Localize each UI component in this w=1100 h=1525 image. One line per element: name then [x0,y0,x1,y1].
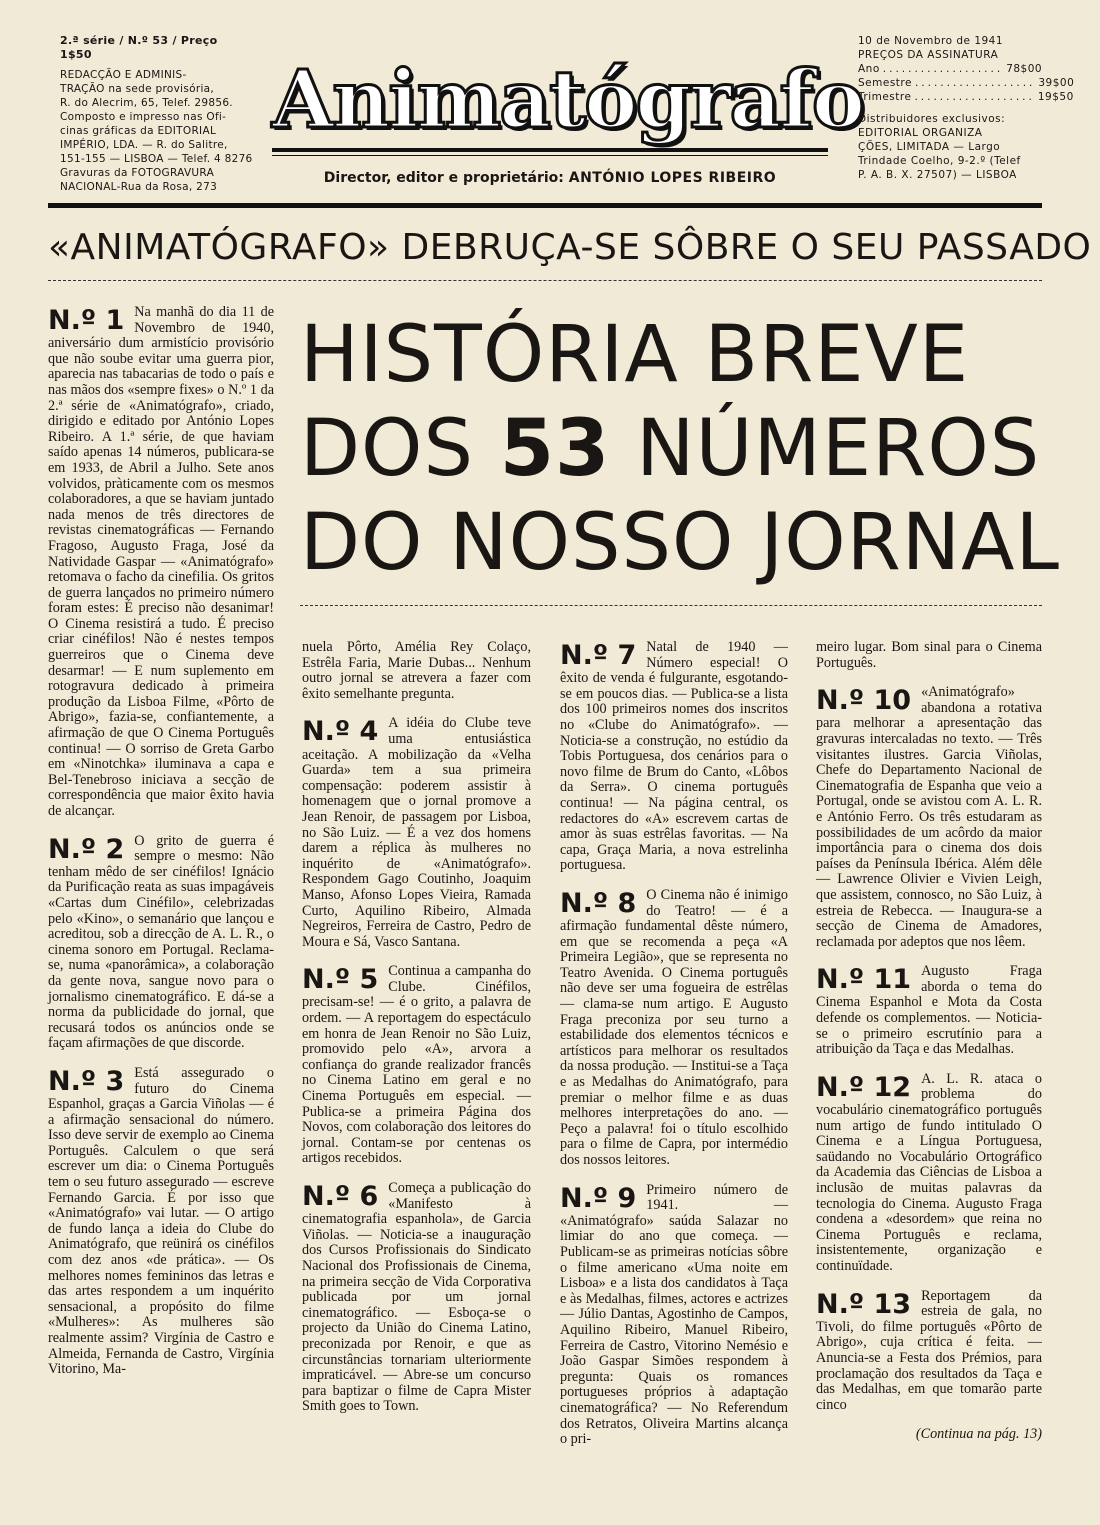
price-value: 39$00 [1038,77,1075,89]
director-label: Director, editor e proprietário: [323,170,564,186]
issue-number: N.º 3 [48,1065,125,1097]
issue-number: N.º 5 [302,964,379,996]
issue-text: meiro lugar. Bom sinal para o Cinema Português. [816,639,1042,671]
issue-number: N.º 1 [48,305,125,336]
issue-number: N.º 4 [302,716,379,748]
price-label: Ano [858,63,880,75]
admin-line: REDACÇÃO E ADMINIS- [60,69,187,81]
masthead [272,52,864,152]
headline-divider [300,605,1042,606]
admin-line: IMPÉRIO, LDA. — R. do Salitre, [60,139,228,151]
issue-text: Reportagem da estreia de gala, no Tivoli, do filme português «Pôrto de Abrigo», cuja crítica é feita. — Anuncia-se a Festa dos Prémios, para proclamação dos resultados da Taça e das Medalhas, em que tomarão parte cinco [816,1287,1042,1413]
issue-text: Continua a campanha do Clube. Cinéfilos, precisam-se! — é o grito, a palavra de ordem. — A reportagem do espectáculo em honra de Jean Renoir no São Luiz, promovido pelo «A», arvora a confiança do grande realizador francês no Cinema Latino em geral e no Cinema Português em especial. — Publica-se a primeira Página dos Novos, com colaboração dos leitores do jornal. Contam-se por centenas os artigos recebidos. [302,963,531,1167]
issue-number: N.º 10 [816,685,912,717]
article-column-2 [302,640,531,1429]
price-row [858,76,1075,90]
issue-text: Natal de 1940 — Número especial! O êxito de venda é fulgurante, esgotando-se em poucos dias. — Publica-se a lista dos 100 primeiros nomes dos inscritos no «Clube do Animatógrafo». — Noticia-se a construção, no estúdio da Tobis Portuguesa, dos cenários para o novo filme de Brum do Canto, «Lôbos da Serra». O cinema português continua! — Na página central, os redactores do «A» escrevem cartas de amor às suas estrêlas favoritas. — Na capa, Graça Maria, a nova estrelinha portuguesa. [560,639,788,874]
issue-entry-continued [816,640,1042,671]
headline-text: NÚMEROS [610,404,1041,494]
publication-info [60,34,253,194]
subscription-title: PREÇOS DA ASSINATURA [858,49,999,61]
distributor-line: Trindade Coelho, 9-2.º (Telef [858,155,1021,167]
director-name: ANTÓNIO LOPES RIBEIRO [568,170,777,186]
continuation-note[interactable]: (Continua na pág. 13) [915,1426,1042,1443]
issue-text: A idéia do Clube teve uma entusiástica aceitação. A mobilização da «Velha Guarda» tem a sua primeira compensação: poderem assistir à homenagem que o jornal promove a Jean Renoir, de passagem por Lisboa, no São Luiz. — É a vez dos homens darem a réplica às mulheres no inquérito de «Animatógrafo». Respondem Gago Coutinho, Joaquim Manso, Afonso Lopes Vieira, Ramada Curto, Aquilino Ribeiro, Almada Negreiros, Ferreira de Castro, Pedro de Moura e Sá, Vasco Santana. [302,715,531,950]
admin-line: Composto e impresso nas Ofi- [60,111,227,123]
admin-line: Gravuras da FOTOGRAVURA [60,167,215,179]
issue-text: «Animatógrafo» abandona a rotativa para melhorar a apresentação das gravuras intercaladas no texto. — Três visitantes ilustres. Garcia Viñolas, Chefe do Departamento Nacional de Cinematografia de Espanha que veio a Portugal, onde se avistou com A. L. R. e António Ferro. Os três estudaram as possibilidades de um acôrdo da maior importância para o cinema dos dois países da Península Ibérica. Além dêle — Lawrence Olivier e Vivien Leigh, que assistem, connosco, no São Luiz, à estreia de Rebecca. — Inaugura-se a secção de Cinema de Amadores, reclamada por adeptos que nos lêem. [816,684,1042,950]
issue-number: N.º 2 [48,833,125,865]
price-row [858,62,1043,76]
article-column-3 [560,640,788,1462]
price-row [858,90,1074,104]
issue-entry [48,305,274,820]
distributor-line: Distribuidores exclusivos: [858,113,1006,125]
headline-line: DO NOSSO JORNAL [300,498,1060,588]
headline-number: 53 [499,404,611,494]
issue-entry [560,888,788,1169]
issue-entry [48,834,274,1052]
issue-entry [816,1289,1042,1414]
headline-line: HISTÓRIA BREVE [300,310,970,400]
subscription-info [858,34,1075,182]
admin-line: cinas gráficas da EDITORIAL [60,125,217,137]
admin-line: 151-155 — LISBOA — Telef. 4 8276 [60,153,253,165]
issue-entry [816,685,1042,950]
masthead-rule [272,148,828,152]
issue-entry-continued [302,640,531,702]
issue-text: Augusto Fraga aborda o tema do Cinema Espanhol e Mota da Costa defende os complementos. — Noticia-se o primeiro escrutínio para a atribuição da Taça e das Medalhas. [816,963,1042,1058]
issue-number: N.º 13 [816,1288,912,1320]
issue-text: O Cinema não é inimigo do Teatro! — é a afirmação fundamental dêste número, em que se recomenda a peça «A Primeira Legião», que se representa no Teatro Avenida. O Cinema português não deve ser uma fogueira de estrêlas — clama-se num artigo. E Augusto Fraga preconiza por seu turno a estabilidade dos elementos técnicos e artísticos para melhorar os resultados da nossa produção. — Institui-se a Taça e as Medalhas do Animatógrafo, para premiar o melhor filme e as duas melhores interpretações do ano. — Peço a palavra! foi o título escolhido para o filme de Capra, por intermédio dos nossos leitores. [560,886,788,1168]
article-column-4 [816,640,1042,1443]
admin-line: NACIONAL-Rua da Rosa, 273 [60,181,218,193]
issue-entry [48,1066,274,1378]
price-value: 19$50 [1037,91,1074,103]
issue-info: 2.ª série / N.º 53 / Preço 1$50 [60,34,218,61]
issue-entry [816,1072,1042,1275]
admin-line: R. do Alecrim, 65, Telef. 29856. [60,97,233,109]
price-label: Trimestre [858,91,912,103]
issue-entry [302,716,531,950]
issue-number: N.º 8 [560,887,637,919]
price-label: Semestre [858,77,912,89]
masthead-rule-thin [272,155,828,156]
issue-text: Está assegurado o futuro do Cinema Espanhol, graças a Garcia Viñolas — é a afirmação sensacional do número. Isso deve servir de exemplo ao Cinema Português. Calculem o que será escrever um dia: o Cinema Português tem o seu futuro assegurado — escreve Fernando Garcia. É por isso que «Animatógrafo» vai lutar. — O artigo de fundo lança a ideia do Clube do Animatógrafo, que reünirá os cinéfilos com dez anos «de prática». — Os melhores nomes femininos das letras e das artes respondem a um inquérito sensacional, a propósito do filme «Mulheres»: As mulheres são realmente assim? Virgínia de Castro e Almeida, Fernanda de Castro, Virgínia Vitorino, Ma- [48,1064,274,1378]
article-column-1 [48,305,274,1392]
kicker-divider [48,280,1042,281]
issue-text: Na manhã do dia 11 de Novembro de 1940, aniversário dum armistício provisório que não soube evitar uma guerra pior, aparecia nas tabacarias de todo o país e nas mãos dos «sempre fixes» o N.º 1 da 2.ª série de «Animatógrafo», criado, dirigido e editado por António Lopes Ribeiro. A 1.ª série, de que haviam saído apenas 14 números, publicara-se em 1933, de Abril a Julho. Sete anos volvidos, pràticamente com os mesmos colaboradores, a que se haviam juntado nada menos de três directores de revistas cinematográficas — Fernando Fragoso, Augusto Fraga, José da Natividade Gaspar — «Animatógrafo» retomava o facho da cinefilia. Os gritos de guerra lançados no primeiro número foram estes: É preciso não desanimar! O Cinema resistirá a tudo. É preciso criar cinéfilos! Não é nestes tempos guerreiros que o Cinema deve desarmar! — E num suplemento em rotogravura dedicado à primeira produção da Lisboa Filme, «Pôrto de Abrigo», fazia-se, confiantemente, a afirmação de que O Cinema Português continua! — O sorriso de Greta Garbo em «Ninotchka» iluminava a capa e Bel-Tenebroso iniciava a secção de correspondência que maior êxito havia de alcançar. [48,304,274,819]
issue-number: N.º 7 [560,640,637,671]
issue-entry [302,964,531,1167]
issue-number: N.º 12 [816,1071,912,1103]
price-value: 78$00 [1006,63,1043,75]
headline [300,308,1060,590]
issue-entry [816,964,1042,1058]
headline-text: DOS [300,404,500,494]
issue-text: Começa a publicação do «Manifesto à cinematografia espanhola», de Garcia Viñolas. — Noticia-se a inauguração dos Cursos Profissionais do Sindicato Nacional dos Profissionais de Cinema, na primeira secção de Vida Corporativa publicada por um jornal cinematográfico. — Esboça-se o projecto da União do Cinema Latino, preconizada por Renoir, e que as circunstâncias tornariam ulteriormente impraticável. — Abre-se um concurso para baptizar o filme de Capra Mister Smith goes to Town. [302,1180,531,1415]
issue-number: N.º 6 [302,1181,379,1212]
issue-date: 10 de Novembro de 1941 [858,35,1004,47]
leader-dots: ................... [882,63,1004,75]
distributor-line: P. A. B. X. 27507) — LISBOA [858,169,1017,181]
header-divider [48,203,1042,208]
issue-text: A. L. R. ataca o problema do vocabulário cinematográfico português num artigo de fundo intitulado O Cinema e a Língua Portuguesa, saüdando no Vocabulário Ortográfico da Academia das Ciências de Lisboa a inclusão de muitas palavras da tecnologia do Cinema. Augusto Fraga condena a «desordem» que reina no Cinema Português e reclama, insistentemente, organização e continuïdade. [816,1070,1042,1274]
masthead-logo: Animatógrafo [272,52,864,146]
section-kicker: «ANIMATÓGRAFO» DEBRUÇA-SE SÔBRE O SEU PASSADO [48,227,1092,268]
issue-entry [560,1183,788,1448]
issue-number: N.º 9 [560,1182,637,1214]
issue-text: Primeiro número de 1941. — «Animatógrafo» saúda Salazar no limiar do ano que começa. — Publicam-se as primeiras notícias sôbre o filme americano «Uma noite em Lisboa» e a lista dos candidatos à Taça e às Medalhas, filmes, actores e actrizes — Júlio Dantas, Agostinho de Campos, Aquilino Ribeiro, Manuel Ribeiro, Ferreira de Castro, Vitorino Nemésio e João Gaspar Simões respondem à pregunta: Quais os romances portugueses próprios à adaptação cinematográfica? — No Referendum dos Retratos, Oliveira Martins alcança o pri- [560,1181,788,1448]
issue-text: nuela Pôrto, Amélia Rey Colaço, Estrêla Faria, Marie Dubas... Nenhum outro jornal se atrevera a fazer com êxito semelhante pregunta. [302,639,531,702]
headline-line [300,402,1042,496]
director-line [272,170,828,186]
issue-text: O grito de guerra é sempre o mesmo: Não tenham mêdo de ser cinéfilos! Ignácio da Purificação reata as suas impagáveis «Cartas dum Cinéfilo», celebrizadas pelo «Kino», o semanário que lançou e acreditou, sob a direcção de A. L. R., o cinema sonoro em Portugal. Reclama-se, numa «panorâmica», a colaboração da gente nova, sangue novo para o jornalismo cinematográfico. E dá-se a norma da publicidade do jornal, que recusará todos os anúncios onde se façam afirmações de que discorde. [48,832,274,1052]
issue-entry [302,1181,531,1415]
issue-number: N.º 11 [816,964,912,996]
distributor-line: ÇÕES, LIMITADA — Largo [858,141,1001,153]
leader-dots: ................... [914,91,1035,103]
distributor-line: EDITORIAL ORGANIZA [858,127,983,139]
admin-line: TRAÇÃO na sede provisória, [60,83,215,95]
leader-dots: ................... [914,77,1036,89]
issue-entry [560,640,788,874]
